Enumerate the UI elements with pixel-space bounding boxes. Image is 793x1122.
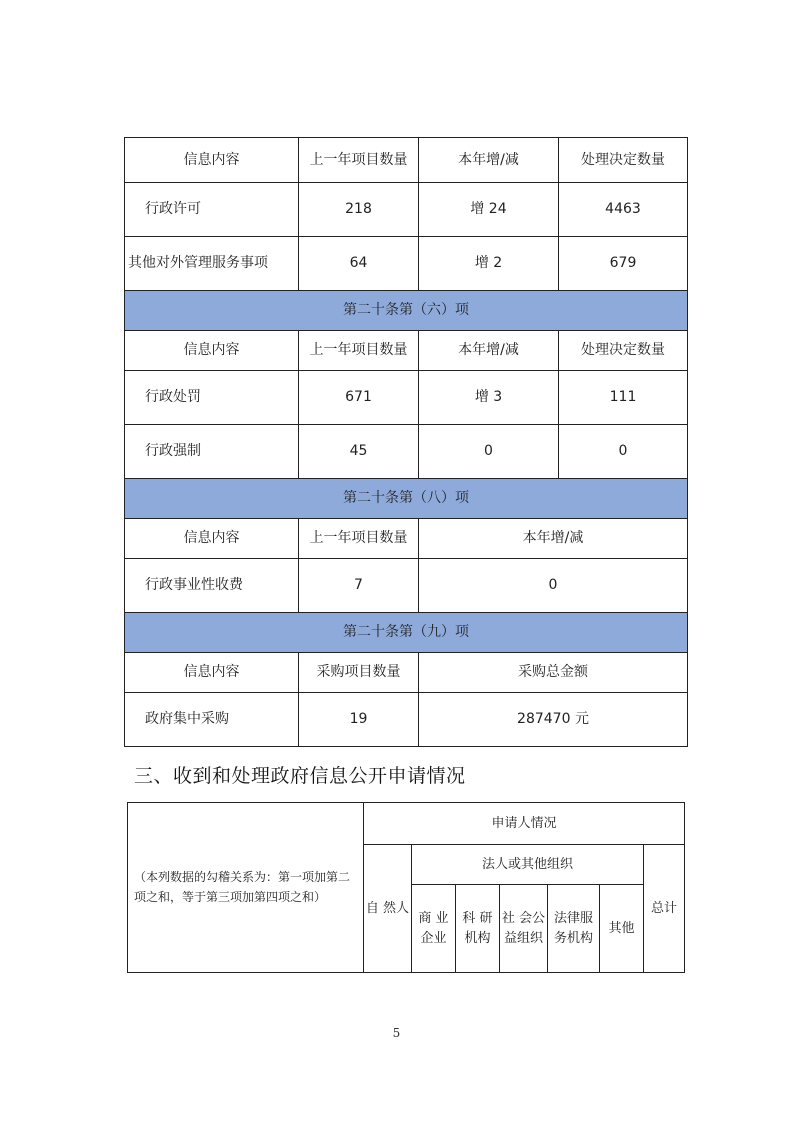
header-cell: 信息内容	[125, 331, 299, 371]
section-heading: 三、收到和处理政府信息公开申请情况	[134, 765, 466, 787]
subcol-header: 法律服务机构	[548, 885, 600, 973]
row-label: 行政处罚	[125, 371, 299, 425]
section-title: 第二十条第（八）项	[125, 479, 688, 519]
header-cell: 本年增/减	[419, 138, 559, 183]
table-cell: 增 24	[419, 183, 559, 237]
subcol-header: 商 业企业	[412, 885, 456, 973]
header-cell: 处理决定数量	[559, 138, 688, 183]
table-cell: 218	[299, 183, 419, 237]
row-label: 政府集中采购	[125, 693, 299, 747]
header-cell: 上一年项目数量	[299, 138, 419, 183]
header-cell: 信息内容	[125, 519, 299, 559]
table-header-row	[125, 138, 688, 183]
table-cell: 7	[299, 559, 419, 613]
header-cell: 采购项目数量	[299, 653, 419, 693]
section-title: 第二十条第（九）项	[125, 613, 688, 653]
table-cell: 679	[559, 237, 688, 291]
subcol-header: 科 研机构	[456, 885, 500, 973]
table-cell: 增 3	[419, 371, 559, 425]
header-cell: 信息内容	[125, 653, 299, 693]
table-header-row	[125, 653, 688, 693]
table-header-row	[125, 331, 688, 371]
table-row	[125, 693, 688, 747]
natural-person-header: 自 然人	[364, 845, 412, 973]
table-row	[125, 237, 688, 291]
applicant-header: 申请人情况	[364, 803, 685, 845]
header-cell: 信息内容	[125, 138, 299, 183]
row-label: 行政强制	[125, 425, 299, 479]
table-row	[125, 371, 688, 425]
table-cell: 45	[299, 425, 419, 479]
header-cell: 上一年项目数量	[299, 519, 419, 559]
table-cell: 0	[559, 425, 688, 479]
row-label: 行政许可	[125, 183, 299, 237]
table-header-row	[125, 519, 688, 559]
header-cell: 采购总金额	[419, 653, 688, 693]
table-row	[125, 183, 688, 237]
subcol-header: 社 会公 益组织	[500, 885, 548, 973]
header-cell: 处理决定数量	[559, 331, 688, 371]
table-cell: 19	[299, 693, 419, 747]
legal-entity-header: 法人或其他组织	[412, 845, 644, 885]
table-cell: 671	[299, 371, 419, 425]
table-cell: 111	[559, 371, 688, 425]
section-row	[125, 479, 688, 519]
subcol-header: 其他	[600, 885, 644, 973]
section-row	[125, 291, 688, 331]
table-cell: 64	[299, 237, 419, 291]
table-cell: 4463	[559, 183, 688, 237]
section-row	[125, 613, 688, 653]
table-cell: 0	[419, 425, 559, 479]
disclosure-stats-table	[124, 137, 688, 747]
header-cell: 本年增/减	[419, 331, 559, 371]
table-row	[125, 559, 688, 613]
row-label: 行政事业性收费	[125, 559, 299, 613]
table-row	[125, 425, 688, 479]
header-cell: 上一年项目数量	[299, 331, 419, 371]
header-cell: 本年增/减	[419, 519, 688, 559]
page-number: 5	[392, 1026, 401, 1040]
total-header: 总计	[644, 845, 685, 973]
section-title: 第二十条第（六）项	[125, 291, 688, 331]
table-cell: 增 2	[419, 237, 559, 291]
application-stats-table	[127, 802, 685, 973]
reconciliation-note: （本列数据的勾稽关系为：第一项加第二项之和，等于第三项加第四项之和）	[128, 803, 364, 973]
table-cell: 287470 元	[419, 693, 688, 747]
row-label: 其他对外管理服务事项	[125, 237, 299, 291]
table-cell: 0	[419, 559, 688, 613]
table-header-row	[128, 803, 685, 845]
